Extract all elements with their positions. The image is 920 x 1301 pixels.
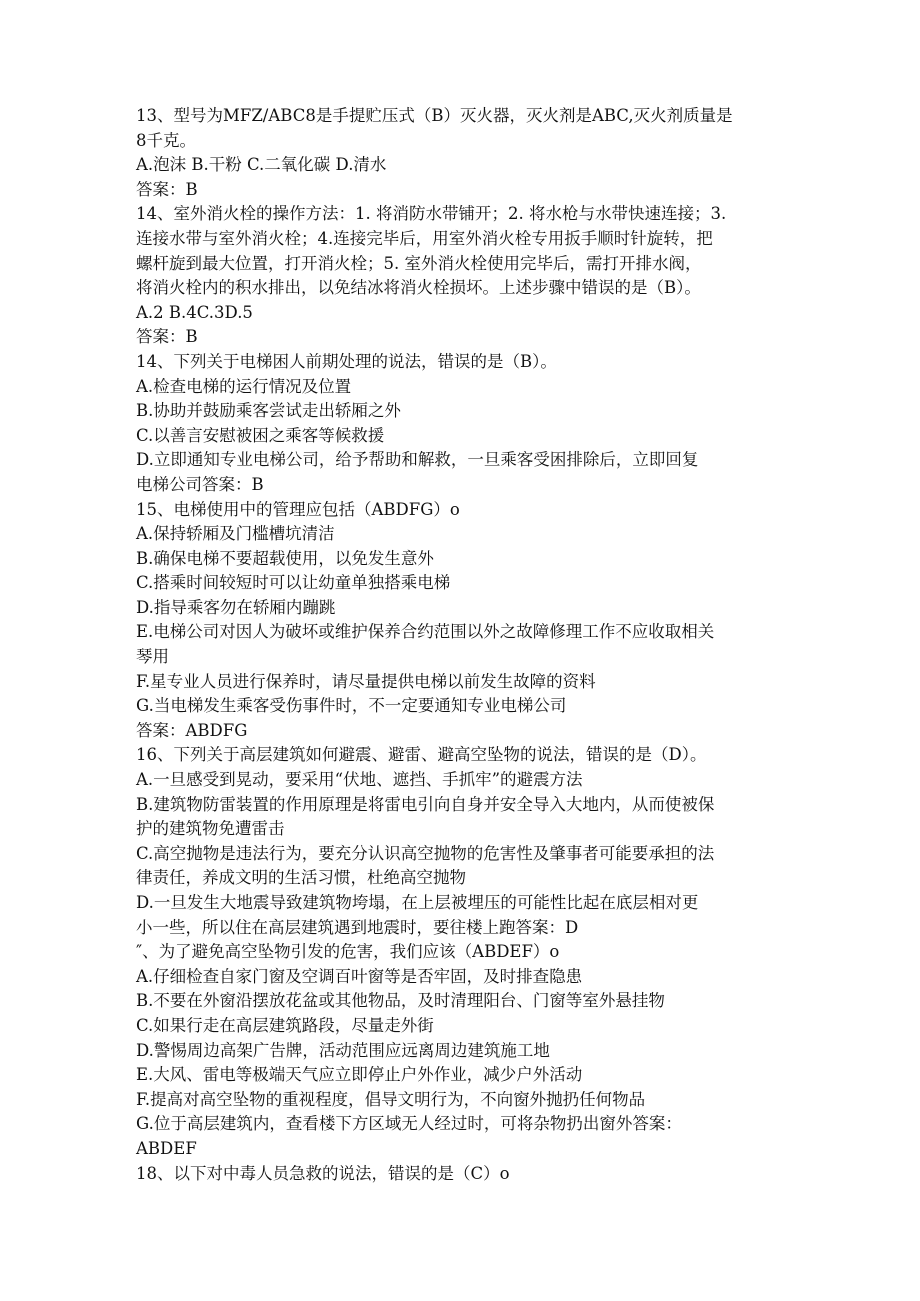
text-line: C.以善言安慰被困之乘客等候救援 bbox=[136, 425, 385, 445]
text-line: D.指导乘客勿在轿厢内蹦跳 bbox=[136, 597, 336, 617]
text-line: G.当电梯发生乘客受伤事件时，不一定要通知专业电梯公司 bbox=[136, 696, 567, 716]
text-line: 护的建筑物免遭雷击 bbox=[136, 819, 285, 839]
text-line: A.保持轿厢及门槛槽坑清洁 bbox=[136, 524, 335, 544]
text-line: 将消火栓内的积水排出，以免结冰将消火栓损坏。上述步骤中错误的是（B）。 bbox=[136, 278, 701, 298]
text-line: F.提高对高空坠物的重视程度，倡导文明行为，不向窗外抛扔任何物品 bbox=[136, 1089, 646, 1109]
text-line: E.大风、雷电等极端天气应立即停止户外作业，减少户外活动 bbox=[136, 1065, 583, 1085]
text-line: C.搭乘时间较短时可以让幼童单独搭乘电梯 bbox=[136, 573, 451, 593]
text-line: 电梯公司答案：B bbox=[136, 474, 264, 494]
text-line: A.一旦感受到晃动，要采用“伏地、遮挡、手抓牢”的避震方法 bbox=[136, 770, 583, 790]
text-line: 18、以下对中毒人员急救的说法，错误的是（C）o bbox=[136, 1163, 510, 1183]
text-line: 13、型号为MFZ/ABC8是手提贮压式（B）灭火器，灭火剂是ABC,灭火剂质量是 bbox=[136, 106, 733, 125]
text-line: 15、电梯使用中的管理应包括（ABDFG）o bbox=[136, 499, 460, 519]
text-line: B.协助并鼓励乘客尝试走出轿厢之外 bbox=[136, 401, 401, 421]
text-line: D.一旦发生大地震导致建筑物垮塌，在上层被埋压的可能性比起在底层相对更 bbox=[136, 893, 699, 912]
text-line: ABDEF bbox=[136, 1138, 197, 1158]
text-line: 琴用 bbox=[136, 647, 169, 667]
text-line: F.星专业人员进行保养时，请尽量提供电梯以前发生故障的资料 bbox=[136, 671, 596, 691]
text-line: 14、下列关于电梯困人前期处理的说法，错误的是（B）。 bbox=[136, 351, 557, 371]
text-line: 螺杆旋到最大位置，打开消火栓；5. 室外消火栓使用完毕后，需打开排水阀， bbox=[136, 253, 702, 273]
text-line: B.确保电梯不要超载使用，以免发生意外 bbox=[136, 548, 434, 568]
text-line: 答案：ABDFG bbox=[136, 720, 248, 740]
text-line: 8千克。 bbox=[136, 130, 196, 150]
text-line: 律责任，养成文明的生活习惯，杜绝高空抛物 bbox=[136, 868, 466, 888]
text-line: G.位于高层建筑内，查看楼下方区域无人经过时，可将杂物扔出窗外答案： bbox=[136, 1114, 682, 1134]
text-line: 答案：B bbox=[136, 179, 198, 199]
text-line: D.立即通知专业电梯公司，给予帮助和解救，一旦乘客受困排除后，立即回复 bbox=[136, 450, 699, 470]
text-line: B.不要在外窗沿摆放花盆或其他物品，及时清理阳台、门窗等室外悬挂物 bbox=[136, 991, 665, 1011]
text-line: ″、为了避免高空坠物引发的危害，我们应该（ABDEF）o bbox=[136, 942, 560, 962]
text-line: C.高空抛物是违法行为，要充分认识高空抛物的危害性及肇事者可能要承担的法 bbox=[136, 843, 715, 863]
text-line: A.2 B.4C.3D.5 bbox=[136, 302, 253, 322]
text-line: B.建筑物防雷装置的作用原理是将雷电引向自身并安全导入大地内，从而使被保 bbox=[136, 794, 715, 814]
text-line: D.警惕周边高架广告牌，活动范围应远离周边建筑施工地 bbox=[136, 1040, 550, 1060]
document-body bbox=[136, 104, 796, 1186]
text-line: A.泡沫 B.干粉 C.二氧化碳 D.清水 bbox=[136, 155, 387, 175]
text-line: 14、室外消火栓的操作方法：1. 将消防水带铺开；2. 将水枪与水带快速连接；3. bbox=[136, 204, 727, 224]
text-line: C.如果行走在高层建筑路段，尽量走外街 bbox=[136, 1015, 434, 1035]
text-line: A.仔细检查自家门窗及空调百叶窗等是否牢固，及时排查隐患 bbox=[136, 966, 583, 986]
text-line: 小一些，所以住在高层建筑遇到地震时，要往楼上跑答案：D bbox=[136, 917, 579, 937]
text-line: 连接水带与室外消火栓；4.连接完毕后，用室外消火栓专用扳手顺时针旋转，把 bbox=[136, 228, 713, 248]
text-line: 16、下列关于高层建筑如何避震、避雷、避高空坠物的说法，错误的是（D）。 bbox=[136, 745, 707, 765]
text-line: 答案：B bbox=[136, 327, 198, 347]
text-line: E.电梯公司对因人为破坏或维护保养合约范围以外之故障修理工作不应收取相关 bbox=[136, 622, 715, 642]
text-line: A.检查电梯的运行情况及位置 bbox=[136, 376, 352, 396]
